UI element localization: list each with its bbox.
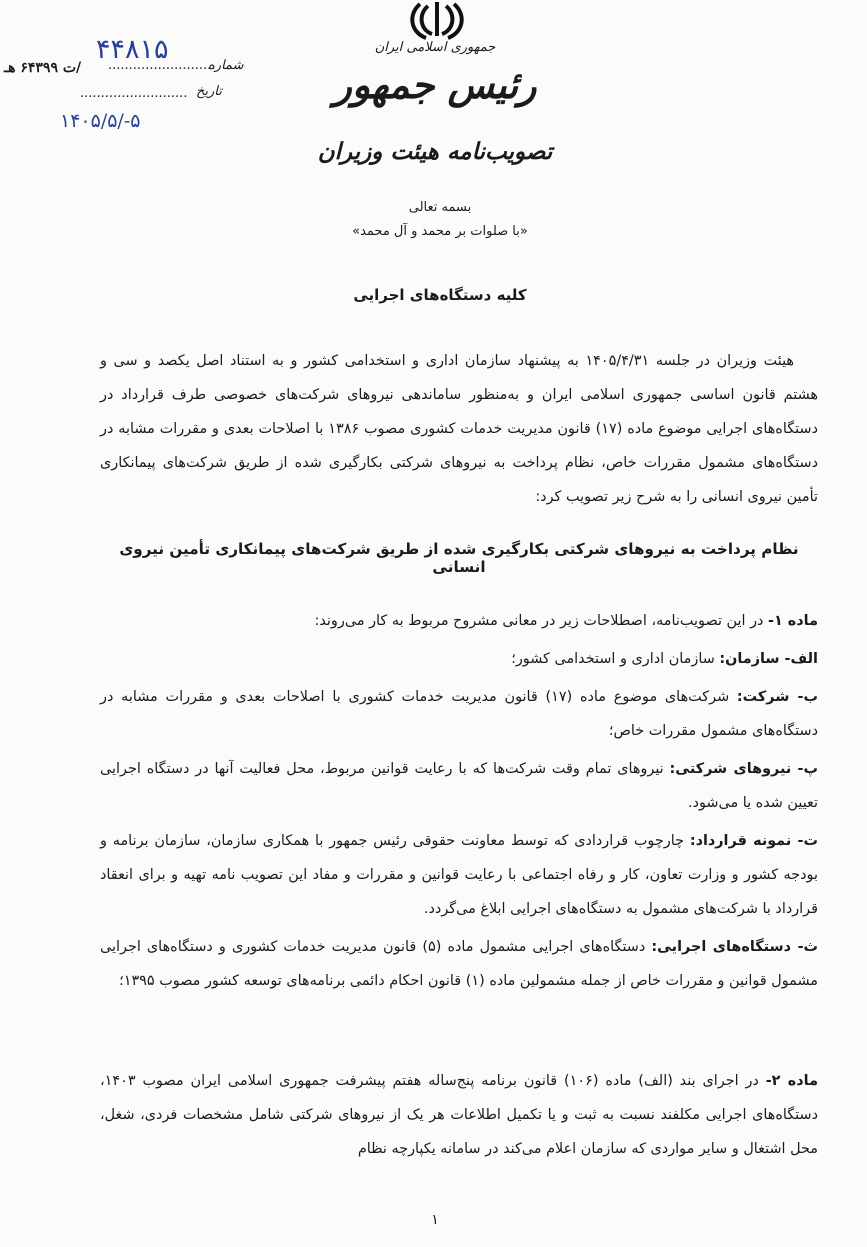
date-label: تاریخ [196,84,222,99]
section-title: نظام پرداخت به نیروهای شرکتی بکارگیری شده از طریق شرکت‌های پیمانکاری تأمین نیروی انسانی [119,540,799,576]
number-dots: .......................... [108,58,216,73]
iran-emblem-icon [408,0,466,40]
intro-paragraph: هیئت وزیران در جلسه ۱۴۰۵/۴/۳۱ به پیشنهاد سازمان اداری و استخدامی کشور و به استناد اصل یکصد و سی و هشتم قانون اساسی جمهوری اسلامی ایران و به‌منظور ساماندهی نیروهای شرکت‌های خصوصی طرف قرارداد در دستگاه‌های اجرایی موضوع ماده (۱۷) قانون مدیریت خدمات کشوری مصوب ۱۳۸۶ با اصلاحات بعدی و مقررات مشابه در دستگاه‌های مشمول مقررات خاص، نظام پرداخت به نیروهای شرکتی بکارگیری شده از طریق شرکت‌های پیمانکاری تأمین نیروی انسانی را به شرح زیر تصویب کرد: [100,353,818,505]
number-label: شماره [208,58,244,73]
definition-item [100,824,818,926]
article-1-text: در این تصویب‌نامه، اصطلاحات زیر در معانی مشروح مربوط به کار می‌روند: [314,613,768,629]
article-1-intro [100,604,818,638]
article-2 [100,1064,818,1166]
article-1-head: ماده ۱- [768,613,818,629]
article-2-paragraph [100,1064,818,1166]
number-suffix: /ت ۶۴۳۹۹ هـ [4,60,82,76]
header-country: جمهوری اسلامی ایران [374,40,496,55]
definition-text: نیروهای تمام وقت شرکت‌ها که با رعایت قوانین مربوط، محل فعالیت آنها در دستگاه اجرایی تعیین شده یا می‌شود. [100,761,818,811]
addressee: کلیه دستگاه‌های اجرایی [353,286,527,304]
definition-item [100,930,818,998]
definition-item [100,680,818,748]
page-number: ۱ [431,1212,439,1228]
definition-term: ث- دستگاه‌های اجرایی: [651,939,819,955]
article-2-head: ماده ۲- [765,1073,818,1089]
date-handwritten: ۱۴۰۵/۵/-۵ [60,110,141,132]
header-president: رئیس جمهور [333,62,537,107]
definition-text: دستگاه‌های اجرایی مشمول ماده (۵) قانون مدیریت خدمات کشوری و دستگاه‌های اجرایی مشمول قوانین و مقررات خاص از جمله مشمولین ماده (۱) قانون احکام دائمی برنامه‌های توسعه کشور مصوب ۱۳۹۵؛ [100,939,818,989]
definition-text: سازمان اداری و استخدامی کشور؛ [511,651,720,667]
definition-item [100,752,818,820]
date-dots: .......................... [80,86,188,101]
article-1 [100,604,818,1002]
definition-term: ت- نمونه قرارداد: [689,833,818,849]
definition-term: پ- نیروهای شرکتی: [669,761,818,777]
definition-term: ب- شرکت: [736,689,818,705]
bismillah: بسمه تعالی [408,200,472,215]
header-resolution: تصویب‌نامه هیئت وزیران [317,138,553,165]
article-2-text: در اجرای بند (الف) ماده (۱۰۶) قانون برنامه پنج‌ساله هفتم پیشرفت جمهوری اسلامی ایران مصوب ۱۴۰۳، دستگاه‌های اجرایی مکلفند نسبت به ثبت و یا تکمیل اطلاعات هر یک از نیروهای شرکتی شامل مشخصات فردی، شغل، محل اشتغال و سایر مواردی که سازمان اعلام می‌کند در سامانه یکپارچه نظام [100,1073,818,1157]
definition-text: چارچوب قراردادی که توسط معاونت حقوقی رئیس جمهور با همکاری سازمان، سازمان برنامه و بودجه کشور و وزارت تعاون، کار و رفاه اجتماعی با رعایت قوانین و مقررات و مفاد این تصویب نامه تهیه و برای انعقاد قرارداد با شرکت‌های مشمول به دستگاه‌های اجرایی ابلاغ می‌گردد. [100,833,818,917]
salawat: «با صلوات بر محمد و آل محمد» [352,224,528,239]
number-handwritten: ۴۴۸۱۵ [96,34,169,65]
definition-item [100,642,818,676]
definition-text: شرکت‌های موضوع ماده (۱۷) قانون مدیریت خدمات کشوری با اصلاحات بعدی و مقررات مشابه در دستگاه‌های مشمول مقررات خاص؛ [100,689,818,739]
definition-term: الف- سازمان: [719,651,818,667]
